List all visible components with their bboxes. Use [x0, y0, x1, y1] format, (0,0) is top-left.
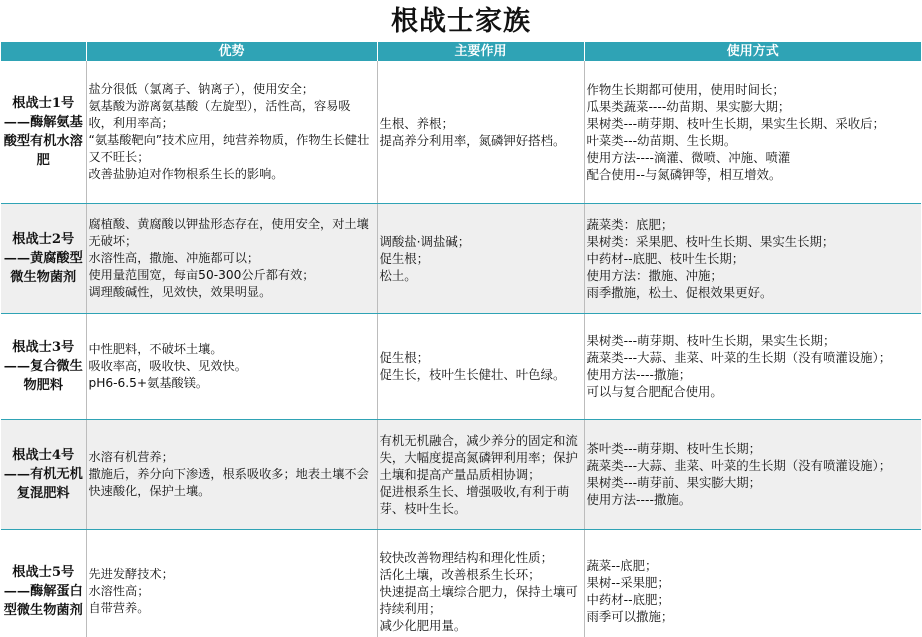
- product-advantages: 腐植酸、黄腐酸以钾盐形态存在，使用安全，对土壤无破坏； 水溶性高，撒施、冲施都可以； 使用量范围宽，每亩50-300公斤都有效； 调理酸碱性，见效快，效果明显。: [86, 203, 377, 313]
- product-advantages: 中性肥料，不破坏土壤。 吸收率高，吸收快、见效快。 pH6-6.5+氨基酸镁。: [86, 313, 377, 419]
- product-usage: 蔬菜类：底肥； 果树类：采果肥、枝叶生长期、果实生长期； 中药材--底肥、枝叶生长期； 使用方法：撒施、冲施； 雨季撒施，松土、促根效果更好。: [584, 203, 921, 313]
- product-usage: 果树类---萌芽期、枝叶生长期，果实生长期； 蔬菜类---大蒜、韭菜、叶菜的生长期（没有喷灌设施）； 使用方法----撒施； 可以与复合肥配合使用。: [584, 313, 921, 419]
- product-functions: 生根、养根； 提高养分利用率，氮磷钾好搭档。: [377, 61, 584, 203]
- product-row-4: [1, 419, 921, 529]
- header-name: [1, 42, 86, 61]
- product-row-1: [1, 61, 921, 203]
- product-table: [1, 42, 921, 637]
- product-name: 根战士4号 ——有机无机复混肥料: [1, 419, 86, 529]
- page-title: 根战士家族: [391, 6, 531, 37]
- header-usage: 使用方式: [584, 42, 921, 61]
- product-row-3: [1, 313, 921, 419]
- product-functions: 调酸盐·调盐碱； 促生根； 松土。: [377, 203, 584, 313]
- product-name: 根战士2号 ——黄腐酸型微生物菌剂: [1, 203, 86, 313]
- product-functions: 促生根； 促生长，枝叶生长健壮、叶色绿。: [377, 313, 584, 419]
- product-advantages: 先进发酵技术； 水溶性高； 自带营养。: [86, 529, 377, 637]
- product-usage: 茶叶类---萌芽期、枝叶生长期； 蔬菜类---大蒜、韭菜、叶菜的生长期（没有喷灌设施）； 果树类---萌芽前、果实膨大期； 使用方法----撒施。: [584, 419, 921, 529]
- header-advantages: 优势: [86, 42, 377, 61]
- product-usage: 作物生长期都可使用，使用时间长； 瓜果类蔬菜----幼苗期、果实膨大期； 果树类---萌芽期、枝叶生长期，果实生长期、采收后； 叶菜类---幼苗期、生长期。 使用方法----滴灌、微喷、冲施、喷灌 配合使用--与氮磷钾等，相互增效。: [584, 61, 921, 203]
- product-functions: 较快改善物理结构和理化性质； 活化土壤，改善根系生长环； 快速提高土壤综合肥力，保持土壤可持续利用； 减少化肥用量。: [377, 529, 584, 637]
- product-usage: 蔬菜--底肥； 果树--采果肥； 中药材--底肥； 雨季可以撒施；: [584, 529, 921, 637]
- product-advantages: 水溶有机营养； 撒施后，养分向下渗透，根系吸收多；地表土壤不会快速酸化，保护土壤。: [86, 419, 377, 529]
- product-name: 根战士5号 ——酶解蛋白型微生物菌剂: [1, 529, 86, 637]
- header-row: [1, 42, 921, 61]
- product-advantages: 盐分很低（氯离子、钠离子），使用安全； 氨基酸为游离氨基酸（左旋型），活性高，容易吸收，利用率高； “氨基酸靶向”技术应用，纯营养物质，作物生长健壮又不旺长； 改善盐胁迫对作物根系生长的影响。: [86, 61, 377, 203]
- product-name: 根战士3号 ——复合微生物肥料: [1, 313, 86, 419]
- product-name: 根战士1号 ——酶解氨基酸型有机水溶肥: [1, 61, 86, 203]
- header-functions: 主要作用: [377, 42, 584, 61]
- product-row-2: [1, 203, 921, 313]
- product-row-5: [1, 529, 921, 637]
- product-functions: 有机无机融合，减少养分的固定和流失，大幅度提高氮磷钾利用率；保护土壤和提高产量品质相协调； 促进根系生长、增强吸收,有利于萌芽、枝叶生长。: [377, 419, 584, 529]
